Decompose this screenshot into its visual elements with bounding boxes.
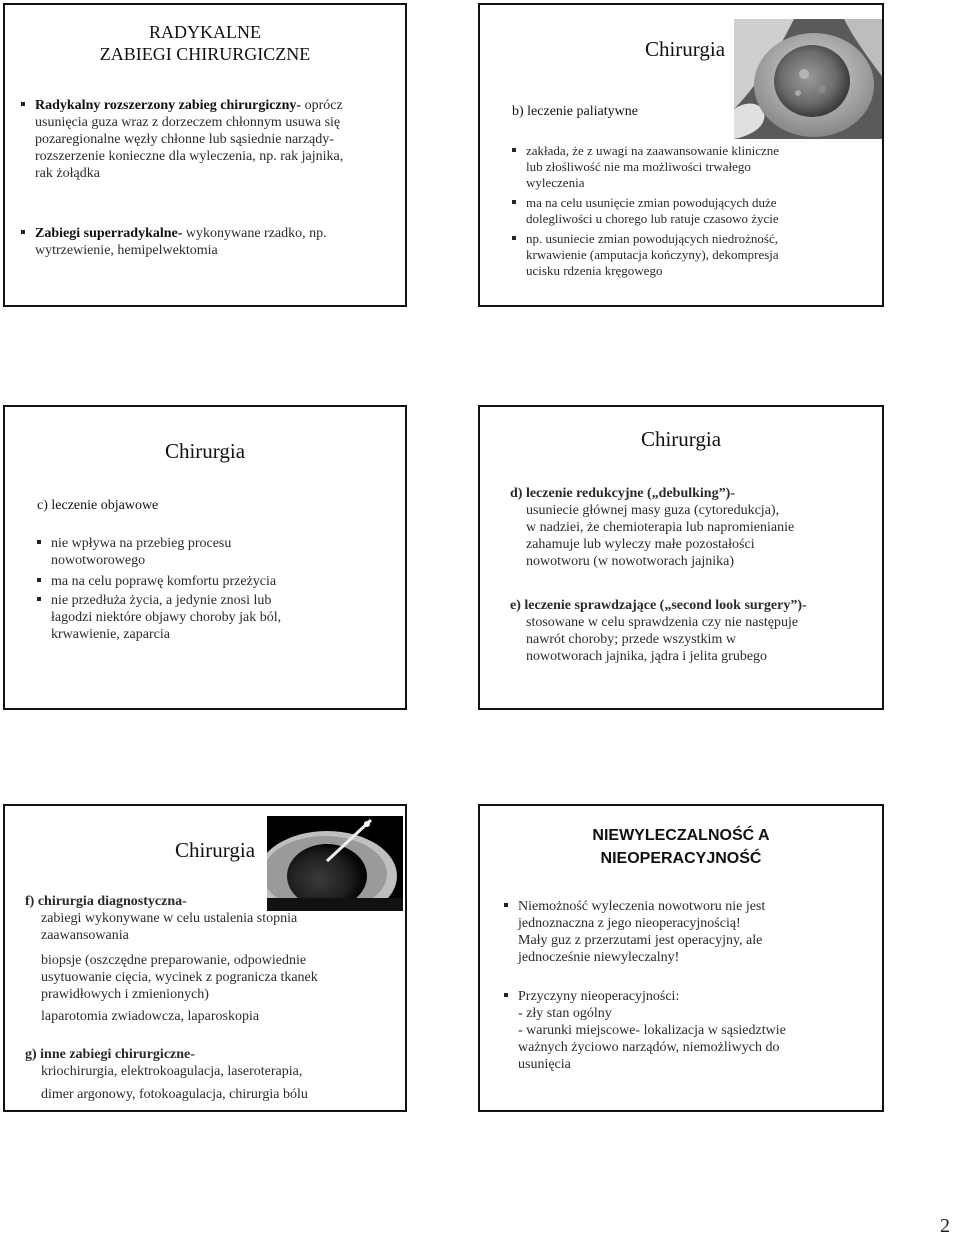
bullet-nie-wplywa: nie wpływa na przebieg procesu nowotworowego bbox=[51, 535, 391, 569]
slide-title: Chirurgia bbox=[164, 439, 246, 463]
slide-subtitle: c) leczenie objawowe bbox=[37, 498, 159, 513]
bullet-poprawe: ma na celu poprawę komfortu przeżycia bbox=[51, 573, 391, 590]
section-g: g) inne zabiegi chirurgiczne- kriochirurgia, elektrokoagulacja, laseroterapia, dimer argonowy, fotokoagulacja, chirurgia bólu bbox=[25, 1047, 308, 1102]
section-f: f) chirurgia diagnostyczna- zabiegi wykonywane w celu ustalenia stopnia zaawansowania biopsje (oszczędne preparowanie, odpowiednie usytuowanie cięcia, wycinek z pogranicza tkanek prawidłowych i zmienionych) laparotomia zwiadowcza, laparoskopia bbox=[25, 894, 318, 1024]
slide-leczenie-redukcyjne bbox=[478, 405, 884, 710]
bullet-superradykalne: Zabiegi superradykalne- wykonywane rzadko, np. wytrzewienie, hemipelwektomia bbox=[35, 225, 405, 259]
tumor-photo bbox=[734, 19, 884, 139]
slide-title: RADYKALNE ZABIEGI CHIRURGICZNE bbox=[99, 22, 311, 64]
slide-title: NIEWYLECZALNOŚĆ A NIEOPERACYJNOŚĆ bbox=[592, 827, 770, 867]
bullet-np: np. usuniecie zmian powodujących niedrożność, krwawienie (amputacja kończyny), dekompresja ucisku rdzenia kręgowego bbox=[526, 231, 876, 279]
bullet-nie-przedluza: nie przedłuża życia, a jedynie znosi lub łagodzi niektóre objawy choroby jak ból, krwawienie, zaparcia bbox=[51, 592, 391, 643]
bullet-ma-na-celu: ma na celu usunięcie zmian powodujących duże dolegliwości u chorego lub ratuje czasowo życie bbox=[526, 195, 876, 227]
section-e: e) leczenie sprawdzające („second look surgery”)- stosowane w celu sprawdzenia czy nie następuje nawrót choroby; przede wszystkim w nowotworach jajnika, jądra i jelita grubego bbox=[510, 598, 807, 664]
slide-leczenie-paliatywne bbox=[478, 3, 884, 307]
bullet-niemoznosc: Niemożność wyleczenia nowotworu nie jest jednoznaczna z jego nieoperacyjnością! Mały guz z przerzutami jest operacyjny, ale jednocześnie niewyleczalny! bbox=[518, 898, 868, 966]
slide-niewyleczalnosc bbox=[478, 804, 884, 1112]
slide-subtitle: b) leczenie paliatywne bbox=[512, 104, 638, 119]
slide-title: Chirurgia bbox=[644, 37, 726, 61]
slide-chirurgia-diagnostyczna bbox=[3, 804, 407, 1112]
slide-leczenie-objawowe bbox=[3, 405, 407, 710]
slide-title: Chirurgia bbox=[174, 838, 256, 862]
bullet-przyczyny: Przyczyny nieoperacyjności: - zły stan ogólny - warunki miejscowe- lokalizacja w sąsiedztwie ważnych życiowo narządów, niemożliwych do usunięcia bbox=[518, 988, 868, 1073]
slide-title: Chirurgia bbox=[640, 427, 722, 451]
bullet-radykalny: Radykalny rozszerzony zabieg chirurgiczny- oprócz usunięcia guza wraz z dorzeczem chłonnym usuwa się pozaregionalne węzły chłonne lub sąsiednie narządy- rozszerzenie konieczne dla wyleczenia, np. rak jajnika, rak żołądka bbox=[35, 97, 405, 182]
slide-radykalne bbox=[3, 3, 407, 307]
bullet-zaklada: zakłada, że z uwagi na zaawansowanie kliniczne lub złośliwość nie ma możliwości trwałego wyleczenia bbox=[526, 143, 876, 191]
page-number: 2 bbox=[940, 1215, 950, 1237]
section-d: d) leczenie redukcyjne („debulking”)- usuniecie głównej masy guza (cytoredukcja), w nadziei, że chemioterapia lub napromienianie zahamuje lub wyleczy małe pozostałości nowotworu (w nowotworach jajnika) bbox=[510, 486, 795, 569]
